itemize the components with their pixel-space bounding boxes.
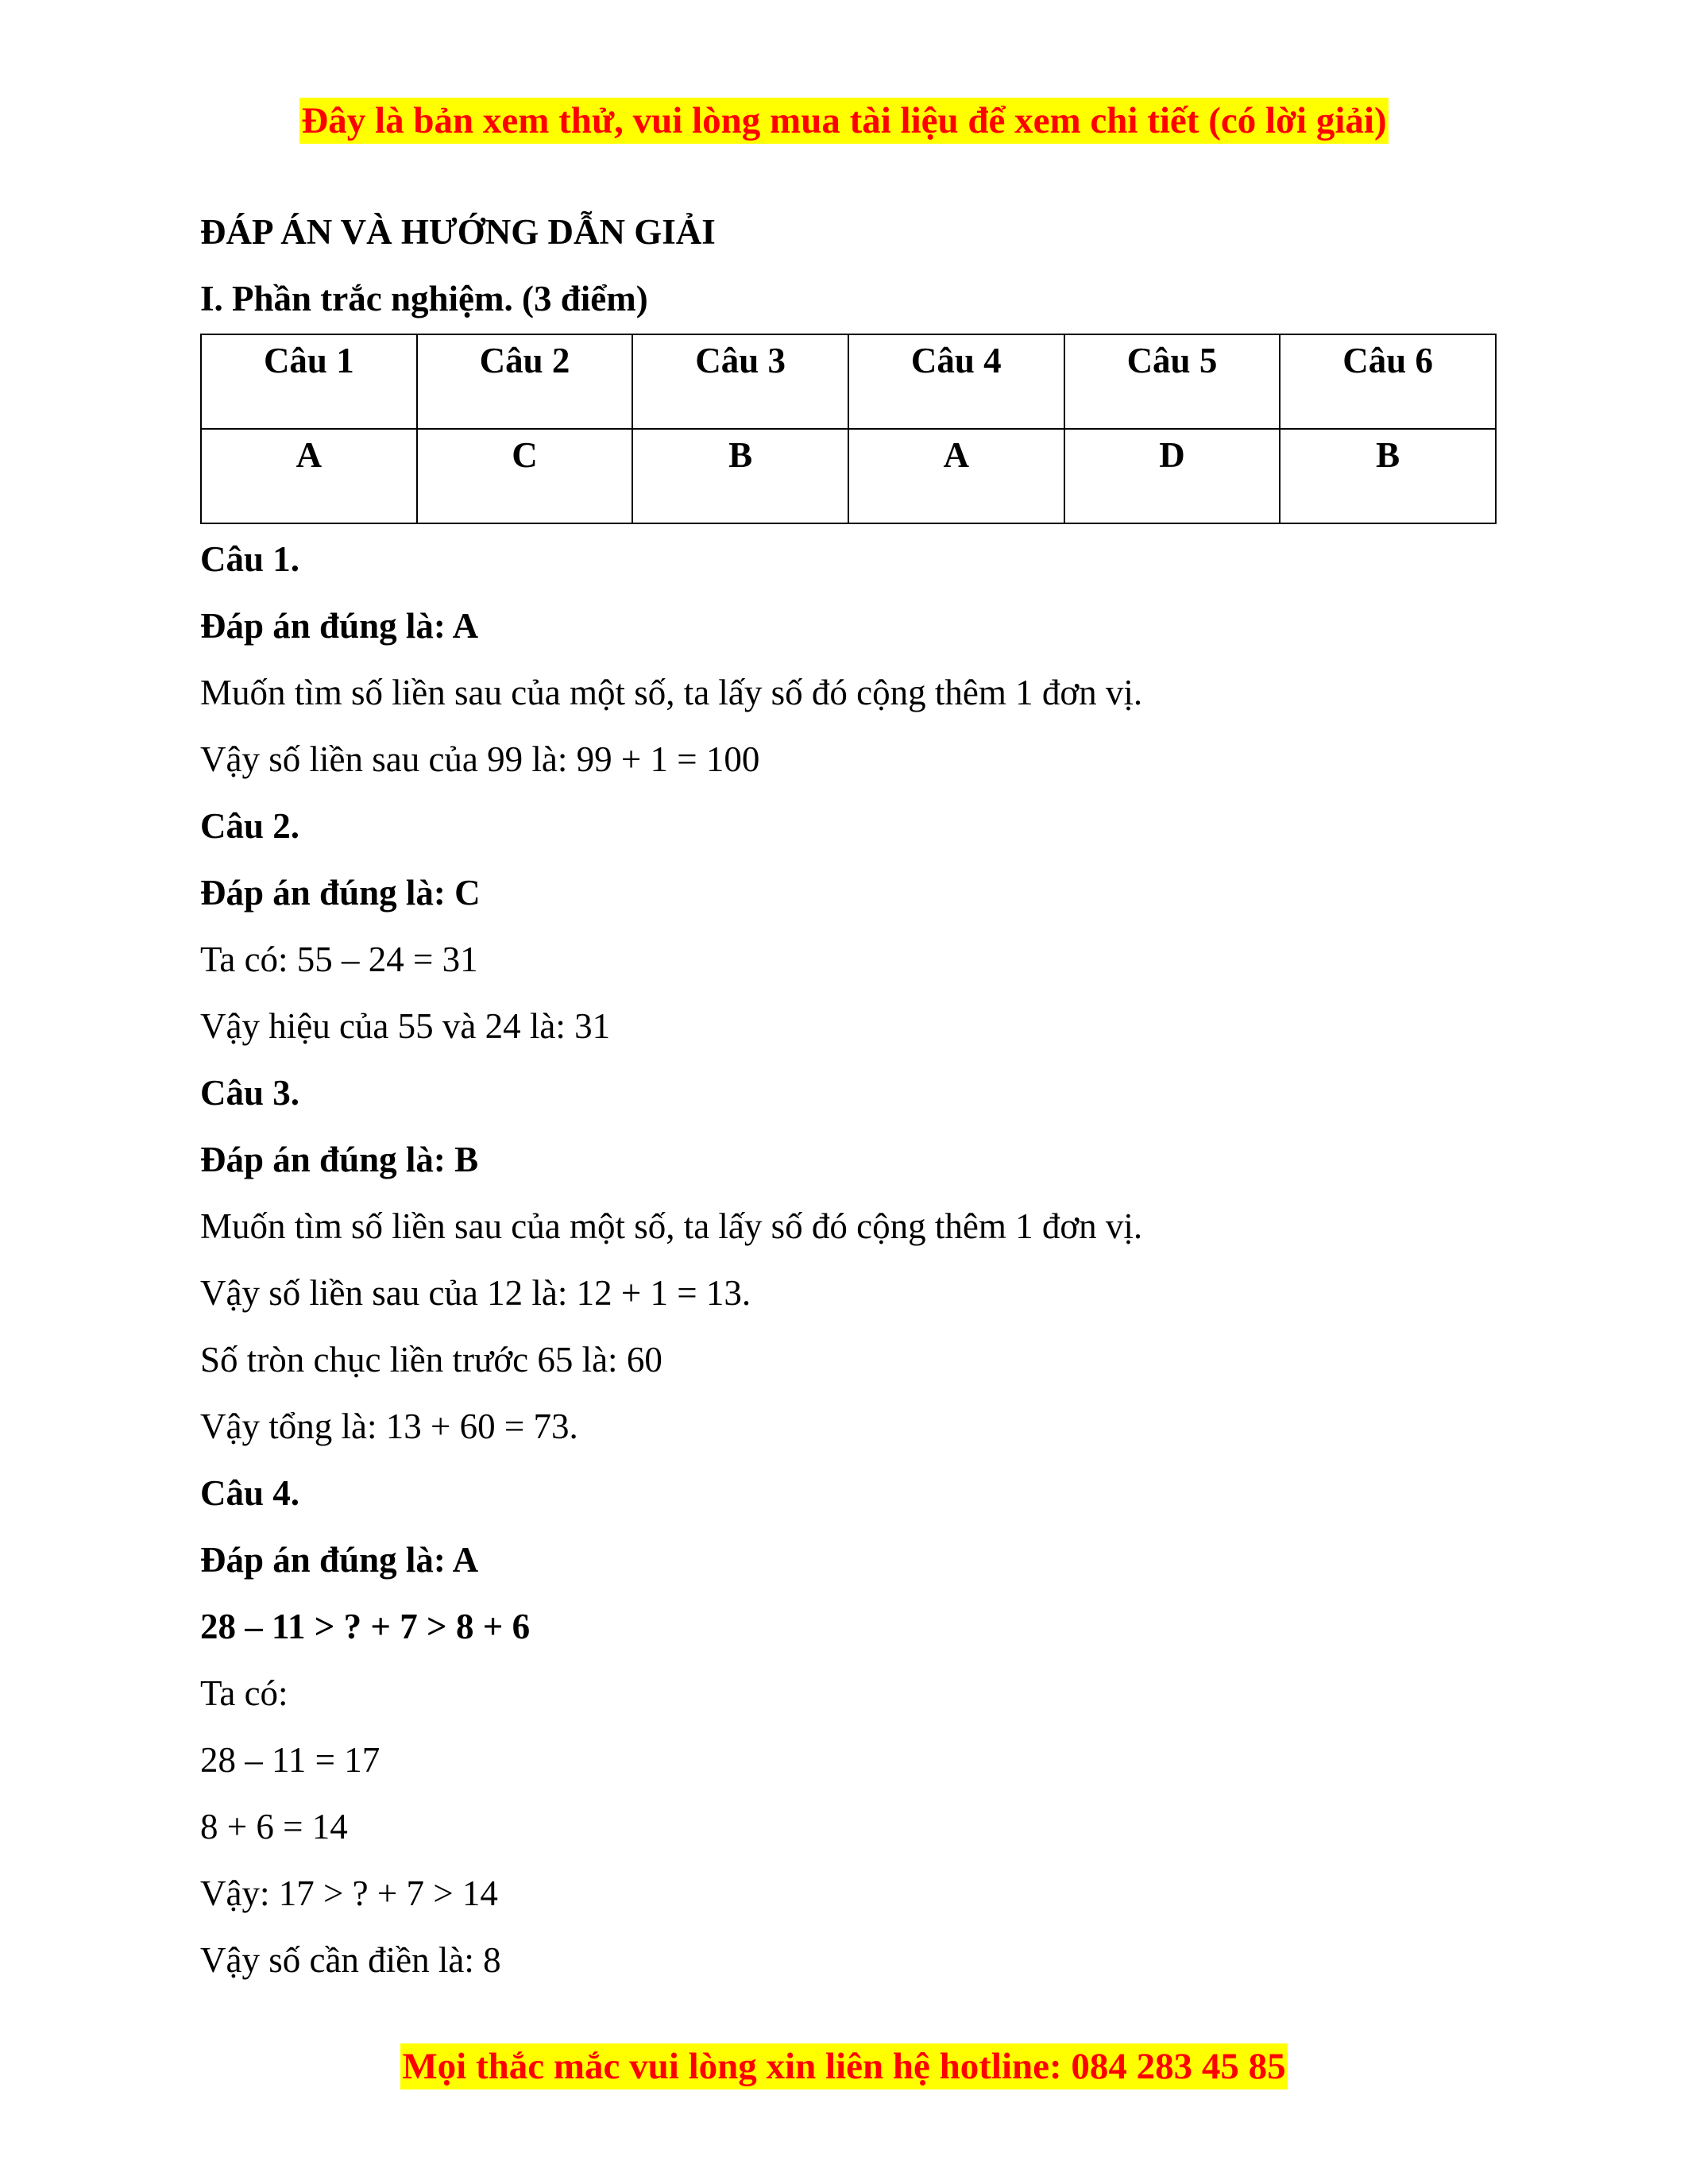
- answer-cell: A: [848, 429, 1064, 523]
- answer-cell: B: [1280, 429, 1496, 523]
- answer-cell: C: [417, 429, 633, 523]
- solution-line: 28 – 11 = 17: [200, 1740, 380, 1780]
- solution-title: Câu 3.: [200, 1073, 300, 1113]
- solution-line: Vậy hiệu của 55 và 24 là: 31: [200, 1006, 611, 1046]
- solution-line: Vậy tổng là: 13 + 60 = 73.: [200, 1406, 578, 1446]
- question-header-cell: Câu 2: [417, 334, 633, 429]
- preview-notice-text: Đây là bản xem thử, vui lòng mua tài liệu để xem chi tiết (có lời giải): [299, 98, 1388, 144]
- solution-answer: Đáp án đúng là: C: [200, 873, 481, 913]
- solution-line: Số tròn chục liền trước 65 là: 60: [200, 1340, 662, 1379]
- solution-title: Câu 1.: [200, 539, 300, 579]
- solution-line: 8 + 6 = 14: [200, 1807, 348, 1846]
- hotline-notice-banner: [0, 2043, 1688, 2089]
- solution-title: Câu 2.: [200, 806, 300, 846]
- solution-line: Ta có:: [200, 1673, 288, 1713]
- solution-expression: 28 – 11 > ? + 7 > 8 + 6: [200, 1607, 531, 1646]
- solution-line: Vậy số liền sau của 12 là: 12 + 1 = 13.: [200, 1273, 751, 1313]
- section-heading: I. Phần trắc nghiệm. (3 điểm): [200, 279, 648, 318]
- solution-line: Vậy: 17 > ? + 7 > 14: [200, 1873, 498, 1913]
- solution-line: Vậy số cần điền là: 8: [200, 1940, 501, 1980]
- solution-answer: Đáp án đúng là: A: [200, 1540, 479, 1580]
- answer-table-header-row: [201, 334, 1496, 429]
- answer-table-answer-row: [201, 429, 1496, 523]
- answer-cell: D: [1064, 429, 1280, 523]
- solution-line: Muốn tìm số liền sau của một số, ta lấy số đó cộng thêm 1 đơn vị.: [200, 1206, 1143, 1246]
- answer-table: [200, 334, 1497, 524]
- document-body: [200, 199, 1503, 1993]
- answer-cell: A: [201, 429, 417, 523]
- hotline-notice-text: Mọi thắc mắc vui lòng xin liên hệ hotline: 084 283 45 85: [400, 2043, 1287, 2089]
- page-title: ĐÁP ÁN VÀ HƯỚNG DẪN GIẢI: [200, 212, 716, 252]
- solution-line: Ta có: 55 – 24 = 31: [200, 940, 478, 979]
- solution-answer: Đáp án đúng là: A: [200, 606, 479, 646]
- solution-answer: Đáp án đúng là: B: [200, 1140, 479, 1179]
- solution-line: Muốn tìm số liền sau của một số, ta lấy số đó cộng thêm 1 đơn vị.: [200, 673, 1143, 712]
- question-header-cell: Câu 3: [632, 334, 848, 429]
- question-header-cell: Câu 6: [1280, 334, 1496, 429]
- solution-line: Vậy số liền sau của 99 là: 99 + 1 = 100: [200, 739, 760, 779]
- question-header-cell: Câu 1: [201, 334, 417, 429]
- question-header-cell: Câu 4: [848, 334, 1064, 429]
- question-header-cell: Câu 5: [1064, 334, 1280, 429]
- solution-title: Câu 4.: [200, 1473, 300, 1513]
- answer-cell: B: [632, 429, 848, 523]
- preview-notice-banner: [0, 98, 1688, 144]
